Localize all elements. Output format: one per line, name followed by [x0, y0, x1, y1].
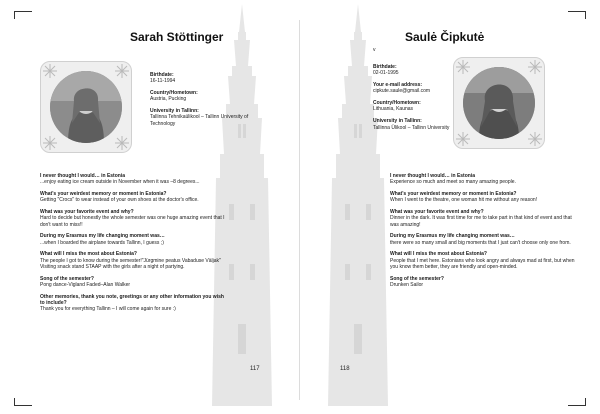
qa-item	[40, 276, 230, 289]
profile-hometown	[150, 90, 260, 103]
question: I never thought I would… in Estonia	[390, 173, 475, 179]
answer: ...when I boarded the airplane towards Tallinn, I guess ;)	[40, 239, 164, 246]
questionnaire	[390, 173, 580, 294]
crop-mark	[568, 405, 586, 406]
snowflake-icon	[115, 136, 129, 150]
student-name: Saulė Čipkutė	[405, 30, 485, 44]
questionnaire	[40, 173, 230, 318]
qa-item	[390, 173, 580, 186]
answer: Thank you for everything Tallinn – I will come again for sure :)	[40, 306, 176, 313]
snowflake-icon	[115, 64, 129, 78]
qa-item	[40, 191, 230, 204]
profile-value: Austria, Pucking	[150, 96, 187, 103]
answer: Drunken Sailor	[390, 281, 424, 288]
crop-mark	[585, 11, 586, 19]
qa-item	[390, 276, 580, 289]
right-page	[300, 0, 600, 414]
crop-mark	[14, 11, 32, 12]
profile-value: Tallinna Tehnikaülikool – Tallinn University of Technology	[150, 114, 249, 127]
qa-item	[390, 209, 580, 228]
profile-label: Country/Hometown:	[150, 90, 198, 97]
qa-item	[40, 294, 230, 313]
question: Song of the semester?	[390, 275, 444, 282]
answer: ...enjoy eating ice cream outside in November when it was –8 degrees...	[40, 179, 200, 186]
question: Other memories, thank you note, greetings or any other information you wish to include?	[40, 293, 224, 306]
profile-label: Your e-mail address:	[373, 82, 423, 89]
photo-frame	[40, 61, 132, 153]
answer: Getting "Crocs" to wear instead of your own shoes at the doctor's office.	[40, 197, 199, 204]
qa-item	[40, 173, 230, 186]
profile-value: Lithuania, Kaunas	[373, 106, 414, 113]
question: Song of the semester?	[40, 275, 94, 282]
profile-label: University in Tallinn:	[150, 108, 199, 115]
snowflake-icon	[528, 132, 542, 146]
question: What was your favorite event and why?	[40, 208, 134, 215]
qa-item	[390, 191, 580, 204]
answer: The people I got to know during the semester!"Jürgmine peatus Vabaduse Väljak" Visiting snack stand STAAP with the girls after a night of partying.	[40, 257, 221, 270]
crop-mark	[14, 405, 32, 406]
snowflake-icon	[528, 60, 542, 74]
answer: Hard to decide but honestly the whole semester was one huge amazing event that I don't want to miss!!	[40, 215, 225, 228]
profile-label: University in Tallinn:	[373, 118, 422, 125]
crop-mark	[585, 398, 586, 406]
profile-label: Birthdate:	[150, 72, 174, 78]
crop-mark	[14, 398, 15, 406]
student-photo	[50, 71, 122, 143]
question: I never thought I would… in Estonia	[40, 173, 125, 179]
profile-university	[373, 118, 483, 131]
profile-email	[373, 82, 483, 95]
answer: When I went to the theatre, one woman hit me without any reason!	[390, 197, 538, 204]
profile-label: Birthdate:	[373, 64, 397, 70]
student-name: Sarah Stöttinger	[130, 30, 224, 44]
question: What's your weirdest memory or moment in Estonia?	[390, 190, 517, 197]
profile-birthdate	[373, 64, 483, 77]
small-mark: v	[373, 47, 376, 53]
crop-mark	[14, 11, 15, 19]
profile-details	[150, 72, 260, 133]
profile-value: 16-11-1994	[150, 78, 176, 85]
crop-mark	[568, 11, 586, 12]
qa-item	[40, 209, 230, 228]
answer: Pong dance-Vigland Faded–Alan Walker	[40, 281, 131, 288]
answer: Dinner in the dark. It was first time for me to take part in that kind of event and that was amazing!	[390, 215, 572, 228]
qa-item	[40, 233, 230, 246]
profile-value: 02-01-1995	[373, 70, 399, 77]
profile-label: Country/Hometown:	[373, 100, 421, 107]
qa-item	[390, 251, 580, 270]
profile-hometown	[373, 100, 483, 113]
snowflake-icon	[43, 64, 57, 78]
profile-details	[373, 64, 483, 136]
profile-birthdate	[150, 72, 260, 85]
question: During my Erasmus my life changing moment was…	[390, 233, 515, 240]
snowflake-icon	[43, 136, 57, 150]
qa-item	[390, 233, 580, 246]
answer: People that I met here. Estonians who look angry and always mad at first, but when you know them better, they are friendly and open-minded.	[390, 257, 575, 270]
profile-value: cipkute.saule@gmail.com	[373, 88, 431, 95]
qa-item	[40, 251, 230, 270]
question: During my Erasmus my life changing moment was…	[40, 233, 165, 240]
page-number: 117	[250, 366, 260, 372]
question: What's your weirdest memory or moment in Estonia?	[40, 190, 167, 197]
question: What will I miss the most about Estonia?	[390, 251, 487, 258]
answer: Experience so much and meet so many amazing people.	[390, 179, 516, 186]
question: What was your favorite event and why?	[390, 208, 484, 215]
answer: there were so many small and big moments that I just can't choose only one from.	[390, 239, 571, 246]
page-number: 118	[340, 366, 350, 372]
profile-value: Tallinna Ülikool – Tallinn University	[373, 124, 450, 131]
question: What will I miss the most about Estonia?	[40, 251, 137, 258]
profile-university	[150, 108, 260, 127]
